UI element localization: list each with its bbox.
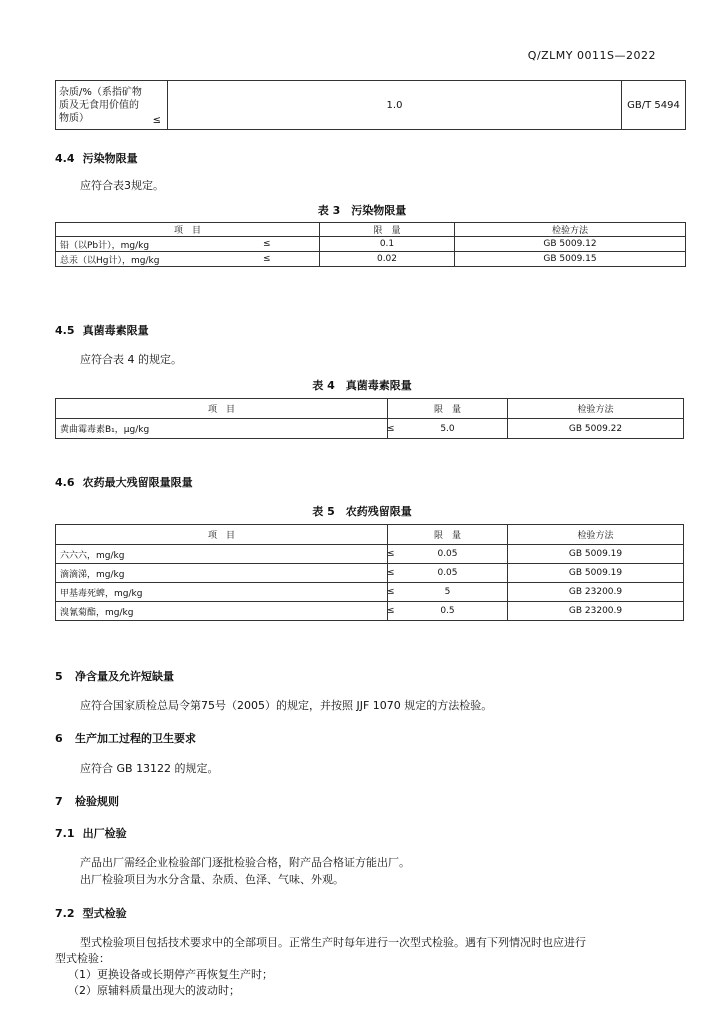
table-cell-limit: 0.05 bbox=[388, 564, 508, 583]
table-header-method: 检验方法 bbox=[508, 399, 684, 419]
section-number: 4.4 bbox=[55, 152, 75, 165]
table-header-item: 项 目 bbox=[56, 525, 388, 545]
table-cell-limit: 0.05 bbox=[388, 545, 508, 564]
contaminant-limits-table bbox=[55, 222, 686, 267]
item-text: 滴滴涕，mg/kg bbox=[60, 569, 125, 580]
section-title: 净含量及允许短缺量 bbox=[75, 670, 174, 683]
section-number: 4.6 bbox=[55, 476, 75, 489]
table-cell-item bbox=[56, 545, 395, 564]
table-cell-method: GB 5009.12 bbox=[455, 237, 686, 252]
item-text: 黄曲霉毒素B₁，μg/kg bbox=[60, 425, 150, 435]
le-symbol: ≤ bbox=[387, 568, 395, 578]
section-heading-4-5 bbox=[55, 322, 149, 338]
document-code: Q/ZLMY 0011S—2022 bbox=[527, 49, 656, 62]
table-header-item: 项 目 bbox=[56, 223, 320, 237]
list-item: （1）更换设备或长期停产再恢复生产时； bbox=[68, 968, 273, 981]
pesticide-residue-table bbox=[55, 524, 684, 621]
section-title: 生产加工过程的卫生要求 bbox=[75, 732, 196, 745]
paragraph-line: 型式检验： bbox=[55, 952, 110, 965]
section-heading-6 bbox=[55, 730, 196, 746]
section-heading-7 bbox=[55, 793, 119, 809]
table-caption: 表 4 真菌毒素限量 bbox=[312, 379, 412, 392]
le-symbol: ≤ bbox=[263, 239, 271, 249]
table-row bbox=[56, 583, 684, 602]
paragraph: 应符合 GB 13122 的规定。 bbox=[80, 762, 219, 775]
section-heading-7-2 bbox=[55, 905, 127, 921]
le-symbol: ≤ bbox=[387, 423, 395, 434]
table-row bbox=[56, 419, 684, 439]
table-header-limit: 限 量 bbox=[388, 399, 508, 419]
item-text: 总汞（以Hg计），mg/kg bbox=[60, 255, 160, 266]
item-text: 六六六，mg/kg bbox=[60, 550, 125, 561]
table-row bbox=[56, 545, 684, 564]
table-cell-method: GB 5009.19 bbox=[508, 545, 684, 564]
section-heading-5 bbox=[55, 668, 174, 684]
paragraph-line: 产品出厂需经企业检验部门逐批检验合格，附产品合格证方能出厂。 bbox=[80, 856, 410, 869]
table-cell-item bbox=[56, 564, 395, 583]
le-symbol: ≤ bbox=[387, 549, 395, 559]
le-symbol: ≤ bbox=[152, 115, 161, 126]
section-number: 5 bbox=[55, 670, 63, 683]
table-caption: 表 5 农药残留限量 bbox=[312, 505, 412, 518]
section-heading-7-1 bbox=[55, 825, 127, 841]
table-header-method: 检验方法 bbox=[455, 223, 686, 237]
table-cell-method: GB 5009.19 bbox=[508, 564, 684, 583]
section-title: 型式检验 bbox=[82, 907, 127, 920]
table-header-limit: 限 量 bbox=[320, 223, 455, 237]
section-title: 检验规则 bbox=[75, 795, 119, 808]
table-row bbox=[56, 237, 686, 252]
table-caption: 表 3 污染物限量 bbox=[317, 204, 407, 217]
paragraph: 应符合表3规定。 bbox=[80, 179, 164, 192]
paragraph-line: 型式检验项目包括技术要求中的全部项目。正常生产时每年进行一次型式检验。遇有下列情况时也应进行 bbox=[80, 936, 586, 949]
le-symbol: ≤ bbox=[387, 587, 395, 597]
table-cell-limit: 1.0 bbox=[168, 81, 622, 130]
table-cell-method: GB 5009.15 bbox=[455, 252, 686, 267]
table-cell-method: GB/T 5494 bbox=[622, 81, 686, 130]
section-title: 出厂检验 bbox=[82, 827, 127, 840]
paragraph: 应符合表 4 的规定。 bbox=[80, 353, 182, 366]
item-text: 溴氰菊酯，mg/kg bbox=[60, 607, 134, 618]
item-text: 甲基毒死蜱，mg/kg bbox=[60, 588, 143, 599]
table-cell-item bbox=[56, 81, 168, 130]
section-number: 7.2 bbox=[55, 907, 75, 920]
table-header-item: 项 目 bbox=[56, 399, 388, 419]
section-title: 污染物限量 bbox=[82, 152, 138, 165]
table-cell-item bbox=[56, 602, 395, 621]
section-heading-4-6 bbox=[55, 474, 193, 490]
section-number: 7.1 bbox=[55, 827, 75, 840]
table-cell-item bbox=[56, 419, 395, 439]
table-row bbox=[56, 564, 684, 583]
table-row bbox=[56, 602, 684, 621]
table-cell-limit: 0.1 bbox=[320, 237, 455, 252]
le-symbol: ≤ bbox=[387, 606, 395, 616]
item-line: 物质） bbox=[59, 112, 89, 124]
section-title: 真菌毒素限量 bbox=[82, 324, 149, 337]
table-cell-limit: 5.0 bbox=[388, 419, 508, 439]
section-number: 4.5 bbox=[55, 324, 75, 337]
table-header-method: 检验方法 bbox=[508, 525, 684, 545]
table-cell-item bbox=[56, 583, 395, 602]
paragraph: 应符合国家质检总局令第75号（2005）的规定，并按照 JJF 1070 规定的方法检验。 bbox=[80, 699, 493, 712]
table-cell-limit: 0.02 bbox=[320, 252, 455, 267]
table-cell-item bbox=[56, 237, 320, 252]
section-number: 6 bbox=[55, 732, 63, 745]
le-symbol: ≤ bbox=[263, 254, 271, 264]
item-text: 铅（以Pb计），mg/kg bbox=[60, 240, 150, 251]
table-cell-method: GB 23200.9 bbox=[508, 583, 684, 602]
table-cell-method: GB 23200.9 bbox=[508, 602, 684, 621]
requirements-table-continued bbox=[55, 80, 686, 130]
item-line: 杂质/%（系指矿物 bbox=[59, 86, 142, 98]
table-cell-limit: 0.5 bbox=[388, 602, 508, 621]
section-number: 7 bbox=[55, 795, 63, 808]
table-cell-limit: 5 bbox=[388, 583, 508, 602]
paragraph-line: 出厂检验项目为水分含量、杂质、色泽、气味、外观。 bbox=[80, 873, 344, 886]
table-cell-item bbox=[56, 252, 320, 267]
section-title: 农药最大残留限量限量 bbox=[82, 476, 193, 489]
table-header-limit: 限 量 bbox=[388, 525, 508, 545]
list-item: （2）原辅料质量出现大的波动时； bbox=[68, 984, 240, 997]
item-line: 质及无食用价值的 bbox=[59, 99, 139, 111]
mycotoxin-limits-table bbox=[55, 398, 684, 439]
table-row bbox=[56, 252, 686, 267]
section-heading-4-4 bbox=[55, 150, 138, 166]
table-cell-method: GB 5009.22 bbox=[508, 419, 684, 439]
